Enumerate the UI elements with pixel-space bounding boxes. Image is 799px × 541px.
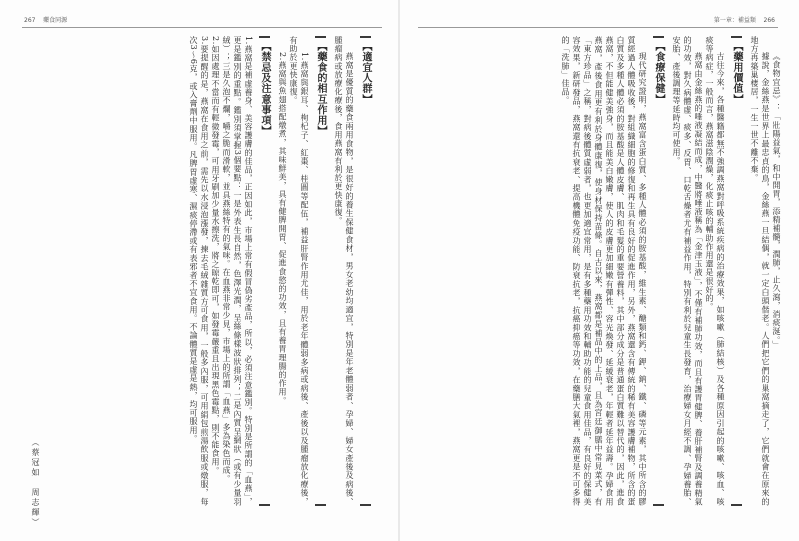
right-page-header [714, 15, 775, 24]
paragraph: 燕窩由金絲燕的唾液凝結而成，中醫將唾液稱為「金津玉液」，不僅有補肺功效，而且有護胃健脾、養肝補腎及調養精氣的功效，對久病體虛、痰多、反胃、口乾舌燥者尤有補益作用，特別有利於兒童生長發育，治療婦女月經不調、孕婦養胎、安胎、產後調理等延時均可使用。 [672, 36, 703, 506]
precautions-list [188, 36, 254, 506]
right-header-rule [418, 27, 778, 28]
section-heading-suitable-groups: 【適宜人群】 [360, 36, 371, 506]
left-page-header [24, 15, 67, 24]
paragraph: 古往今來，各種醫籍都無不強調燕窩對呼吸系統疾病的治療效果，如咳嗽（肺結核）及各種原因引起的咳嗽、咳血、咳痰等病症，一般而言，燕窩滋陰潤燥，化痰止咳的輔助作用還是很好的。 [705, 36, 725, 506]
paragraph: 據說，金絲燕是世界上最忠貞的鳥，金絲燕一旦結偶，就一定白頭偕老。人們把它們的巢窩摘走了，它們就會在原來的地方再築巢棲居，一生一世不離不棄。 [750, 36, 770, 506]
paragraph: 1.燕窩與銀耳、枸杞子、紅棗、桂圓等配伍，補益肝腎作用尤佳，用於老年體弱多病或病後、產後以及腫瘤放化療後，有助於更快康復。 [289, 36, 309, 506]
right-page-number: 266 [763, 17, 775, 24]
section-heading-contraindications: 【禁忌及注意事項】 [259, 36, 270, 506]
list-item: 3.要提醒的是，燕窩在食用之前，需先以水浸泡漲發，揀去毛絨雜質方可食用，一般多內服，可用絹包煎湯飲服或燉服，每次3～6克，或入膏劑中服用。凡脾胃虛寒、濕痰停滯或有表邪者不宜食用。不論體質是虛是熱，均可服用。 [189, 36, 209, 506]
left-page-number: 267 [24, 17, 36, 24]
list-item: 1.燕窩是補虛養身、美容護膚的佳品，正因如此，市場上常有假冒偽劣產品，所以，必須注意鑑別。特別是所謂的「血燕」，更是鑑別的重點。鑑別須掌握3個要點：一是外表生長自然，色澤光潤，呈絲條樣波狀排列；二是內質呈網狀（或有少量羽絨）；三是久泡不爛，嚼之脆而滑軟，並具燕絲特有的氣味。在血燕非常少見，市場上的所謂「血燕」多為染色而成。 [222, 36, 253, 506]
paragraph: 2.燕窩與魚翅搭配燉煮，其味鮮美，具有健脾開胃、促進食慾的功效，且有養胃理腸的作用。 [278, 52, 287, 405]
paragraph: 燕窩是優質的藥食兩用食物，是很好的養生保健食材，男女老幼均適宜，特別是年老體弱者、孕婦、婦女產後及病後、腫瘤病或放療化療後，食用燕窩有利於更快康復。 [334, 36, 354, 506]
section-heading-medicinal-value: 【藥用價值】 [731, 36, 742, 506]
left-header-rule [22, 27, 382, 28]
chapter-head: 第一章：補益類 [713, 17, 756, 24]
left-running-head: 藥食同源 [43, 17, 68, 24]
left-body-text [60, 36, 378, 506]
paragraph: 現代研究證明，燕窩富含蛋白質、多種人體必須的胺基酸，維生素、醣類和鈣、鉀、鈉、鐵、磷等元素，其中所含的膠質經過人體吸收後，對組織細胞的修復和再生具有良好的促進作用，另外，燕窩還含有傳統的稀有美容護膚補物，所含的蛋白質及多種人體必須的胺基酸是人體皮膚、肌肉和毛髮的重要營養料，其中部分成分是普通蛋白質難以替代的，因此，進食燕窩，不但能健美強身，而且能美白嫩膚，使人的皮膚更加細嫩有彈性、容光煥發、延緩衰老，年輕者延年益壽。孕婦食用燕窩，產後食用更有利於身體康復，使身材保持苗條。自古以來，燕窩都是補品中的上品，且為宮廷御膳中常見菜式，有「東方珍品」之稱，對病後體質虛弱者，也更加適宜常用，是有多種藥用功效和輔助功能的兒童食用佳品，有良好的保健美容效果，新研發品，燕窩還有抗衰老、提高機體免疫功能、防衰抗老，抗癌抑癌等功效，在藥膳大氣裡，燕窩更是不可多得的「洗肺」佳品。 [561, 36, 647, 506]
section-heading-dietary-health: 【食療保健】 [653, 36, 664, 506]
right-body-text [416, 36, 782, 506]
author-credit: （蔡冠如 周志輝） [31, 438, 40, 528]
right-page [400, 0, 799, 541]
section-heading-interactions: 【藥食的相互作用】 [315, 36, 326, 506]
list-item: 2.如因處理不當而有輕微發霉，可用牙刷加少量水擦洗，將之晾乾即可，如發霉嚴重且出現黑色霉點，則不能食用。 [211, 36, 220, 475]
quote-paragraph: 《食物宜忌》：「壯陽益氣，和中開胃，添精補髓，潤肺，止久瀉，消痰涎。」 [772, 52, 781, 349]
left-page [0, 0, 399, 541]
